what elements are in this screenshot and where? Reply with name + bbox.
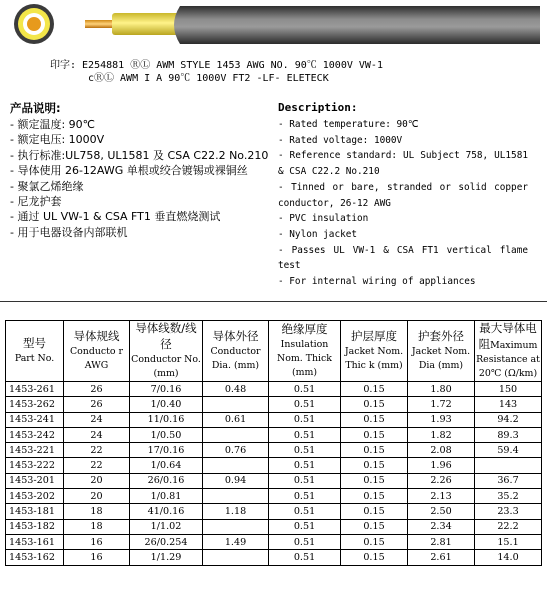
- cell-conductor-awg: 16: [64, 550, 130, 565]
- cell-conductor-no: 41/0.16: [130, 504, 203, 519]
- header-part-no: 型号 Part No.: [6, 321, 64, 382]
- cell-insulation-thick: 0.51: [269, 458, 341, 473]
- description-en-list: [278, 117, 528, 290]
- cell-conductor-dia: [203, 519, 269, 534]
- cell-jacket-dia: 1.80: [408, 382, 475, 397]
- description-en-item: - Rated temperature: 90℃: [278, 119, 419, 130]
- cell-jacket-thick: 0.15: [341, 397, 408, 412]
- cell-conductor-awg: 16: [64, 534, 130, 549]
- cell-max-resistance: [475, 458, 542, 473]
- cell-jacket-dia: 2.34: [408, 519, 475, 534]
- table-row: [6, 397, 542, 412]
- cell-jacket-dia: 2.81: [408, 534, 475, 549]
- cell-part-no: 1453-261: [6, 382, 64, 397]
- cell-jacket-thick: 0.15: [341, 504, 408, 519]
- cell-max-resistance: 15.1: [475, 534, 542, 549]
- cell-jacket-thick: 0.15: [341, 458, 408, 473]
- cell-jacket-dia: 2.26: [408, 473, 475, 488]
- cell-conductor-dia: [203, 397, 269, 412]
- table-row: [6, 534, 542, 549]
- cell-conductor-no: 1/1.02: [130, 519, 203, 534]
- cell-jacket-dia: 2.61: [408, 550, 475, 565]
- table-row: [6, 382, 542, 397]
- cell-insulation-thick: 0.51: [269, 504, 341, 519]
- cell-part-no: 1453-161: [6, 534, 64, 549]
- cell-max-resistance: 150: [475, 382, 542, 397]
- description-cn-item: - 额定温度: 90℃: [10, 118, 96, 131]
- cell-conductor-awg: 24: [64, 427, 130, 442]
- header-conductor-awg: 导体规线 Conducto r AWG: [64, 321, 130, 382]
- description-cn-list: [10, 117, 268, 240]
- header-insulation-thick: 绝缘厚度 Insulation Nom. Thick (mm): [269, 321, 341, 382]
- table-header-row: [6, 321, 542, 382]
- header-jacket-dia: 护套外径 Jacket Nom. Dia (mm): [408, 321, 475, 382]
- cell-insulation-thick: 0.51: [269, 473, 341, 488]
- cell-part-no: 1453-162: [6, 550, 64, 565]
- cell-jacket-thick: 0.15: [341, 412, 408, 427]
- cell-jacket-dia: 2.50: [408, 504, 475, 519]
- cell-conductor-awg: 22: [64, 458, 130, 473]
- cell-max-resistance: 89.3: [475, 427, 542, 442]
- spec-table: [5, 320, 542, 566]
- cell-part-no: 1453-262: [6, 397, 64, 412]
- description-cn-item: - 导体使用 26-12AWG 单根或绞合镀锡或裸铜丝: [10, 164, 248, 178]
- cell-part-no: 1453-222: [6, 458, 64, 473]
- cell-jacket-thick: 0.15: [341, 473, 408, 488]
- cell-conductor-awg: 24: [64, 412, 130, 427]
- table-row: [6, 427, 542, 442]
- cell-conductor-no: 1/0.40: [130, 397, 203, 412]
- cell-conductor-dia: [203, 489, 269, 504]
- cell-insulation-thick: 0.51: [269, 427, 341, 442]
- description-cn-item: - 额定电压: 1000V: [10, 133, 105, 147]
- cell-jacket-thick: 0.15: [341, 519, 408, 534]
- cell-jacket-dia: 1.72: [408, 397, 475, 412]
- cell-jacket-thick: 0.15: [341, 382, 408, 397]
- description-en-item: - Rated voltage: 1000V: [278, 134, 403, 146]
- cell-part-no: 1453-221: [6, 443, 64, 458]
- cell-conductor-dia: 1.49: [203, 534, 269, 549]
- table-row: [6, 412, 542, 427]
- description-en-item: - Tinned or bare, stranded or solid copper conductor, 26-12 AWG: [278, 181, 528, 209]
- description-en-item: - Passes UL VW-1 & CSA FT1 vertical flame test: [278, 244, 528, 272]
- cell-conductor-dia: 0.61: [203, 412, 269, 427]
- cell-max-resistance: 22.2: [475, 519, 542, 534]
- cell-conductor-no: 17/0.16: [130, 443, 203, 458]
- description-en-item: - For internal wiring of appliances: [278, 276, 476, 288]
- cell-part-no: 1453-181: [6, 504, 64, 519]
- cable-print-line-2: cⓇⓁ AWM I A 90℃ 1000V FT2 -LF- ELETECK: [88, 73, 329, 84]
- cell-insulation-thick: 0.51: [269, 443, 341, 458]
- description-en-title: Description:: [278, 101, 358, 114]
- cell-insulation-thick: 0.51: [269, 534, 341, 549]
- cable-print-line-1: 印字: E254881 ⓇⓁ AWM STYLE 1453 AWG NO. 90℃ 1000V VW-1: [50, 60, 383, 71]
- cell-conductor-no: 26/0.16: [130, 473, 203, 488]
- cell-part-no: 1453-242: [6, 427, 64, 442]
- cell-conductor-awg: 26: [64, 397, 130, 412]
- cell-max-resistance: 59.4: [475, 443, 542, 458]
- cell-jacket-dia: 2.08: [408, 443, 475, 458]
- cell-max-resistance: 94.2: [475, 412, 542, 427]
- table-row: [6, 550, 542, 565]
- cell-conductor-dia: [203, 550, 269, 565]
- cell-conductor-dia: 0.94: [203, 473, 269, 488]
- cell-jacket-dia: 1.82: [408, 427, 475, 442]
- cell-conductor-no: 1/0.81: [130, 489, 203, 504]
- cell-jacket-thick: 0.15: [341, 550, 408, 565]
- cell-insulation-thick: 0.51: [269, 489, 341, 504]
- table-row: [6, 473, 542, 488]
- cell-jacket-thick: 0.15: [341, 427, 408, 442]
- cell-jacket-dia: 1.96: [408, 458, 475, 473]
- cell-conductor-no: 1/0.50: [130, 427, 203, 442]
- cell-conductor-awg: 20: [64, 473, 130, 488]
- section-divider: [0, 301, 547, 302]
- cell-insulation-thick: 0.51: [269, 519, 341, 534]
- cell-conductor-awg: 22: [64, 443, 130, 458]
- description-en-item: - PVC insulation: [278, 213, 369, 225]
- description-en-item: - Nylon jacket: [278, 228, 358, 240]
- cell-conductor-awg: 26: [64, 382, 130, 397]
- cell-insulation-thick: 0.51: [269, 412, 341, 427]
- description-cn-item: - 尼龙护套: [10, 195, 62, 209]
- cable-cross-section: [14, 4, 54, 44]
- cell-insulation-thick: 0.51: [269, 397, 341, 412]
- description-cn-title: 产品说明:: [10, 101, 61, 115]
- cell-conductor-awg: 20: [64, 489, 130, 504]
- header-max-resistance: 最大导体电阻Maximum Resistance at 20℃ (Ω/km): [475, 321, 542, 382]
- table-row: [6, 458, 542, 473]
- cell-conductor-no: 26/0.254: [130, 534, 203, 549]
- cell-conductor-dia: 1.18: [203, 504, 269, 519]
- description-en-item: - Reference standard: UL Subject 758, UL1581 & CSA C22.2 No.210: [278, 150, 528, 178]
- cell-conductor-no: 11/0.16: [130, 412, 203, 427]
- cell-insulation-thick: 0.51: [269, 382, 341, 397]
- cell-conductor-no: 7/0.16: [130, 382, 203, 397]
- cell-conductor-no: 1/1.29: [130, 550, 203, 565]
- cell-max-resistance: 35.2: [475, 489, 542, 504]
- cable-side-view: [85, 6, 540, 44]
- description-cn-item: - 用于电器设备内部联机: [10, 225, 128, 239]
- cell-jacket-thick: 0.15: [341, 443, 408, 458]
- cell-max-resistance: 143: [475, 397, 542, 412]
- description-cn-item: - 执行标准:UL758, UL1581 及 CSA C22.2 No.210: [10, 148, 269, 162]
- cell-jacket-dia: 1.93: [408, 412, 475, 427]
- cell-conductor-dia: [203, 427, 269, 442]
- cell-conductor-awg: 18: [64, 504, 130, 519]
- cell-part-no: 1453-202: [6, 489, 64, 504]
- cell-part-no: 1453-182: [6, 519, 64, 534]
- cell-part-no: 1453-201: [6, 473, 64, 488]
- table-row: [6, 443, 542, 458]
- cell-jacket-dia: 2.13: [408, 489, 475, 504]
- cell-max-resistance: 23.3: [475, 504, 542, 519]
- spec-table-body: [6, 382, 542, 566]
- cell-max-resistance: 36.7: [475, 473, 542, 488]
- cell-conductor-dia: 0.76: [203, 443, 269, 458]
- cell-insulation-thick: 0.51: [269, 550, 341, 565]
- cell-conductor-dia: 0.48: [203, 382, 269, 397]
- cell-max-resistance: 14.0: [475, 550, 542, 565]
- cell-jacket-thick: 0.15: [341, 534, 408, 549]
- cell-jacket-thick: 0.15: [341, 489, 408, 504]
- header-conductor-no: 导体线数/线径 Conductor No. (mm): [130, 321, 203, 382]
- cell-part-no: 1453-241: [6, 412, 64, 427]
- table-row: [6, 504, 542, 519]
- description-cn-item: - 聚氯乙烯绝缘: [10, 179, 84, 193]
- description-cn-item: - 通过 UL VW-1 & CSA FT1 垂直燃烧测试: [10, 210, 221, 224]
- cell-conductor-dia: [203, 458, 269, 473]
- table-row: [6, 519, 542, 534]
- header-conductor-dia: 导体外径 Conductor Dia. (mm): [203, 321, 269, 382]
- cell-conductor-awg: 18: [64, 519, 130, 534]
- table-row: [6, 489, 542, 504]
- header-jacket-thick: 护层厚度 Jacket Nom. Thic k (mm): [341, 321, 408, 382]
- cell-conductor-no: 1/0.64: [130, 458, 203, 473]
